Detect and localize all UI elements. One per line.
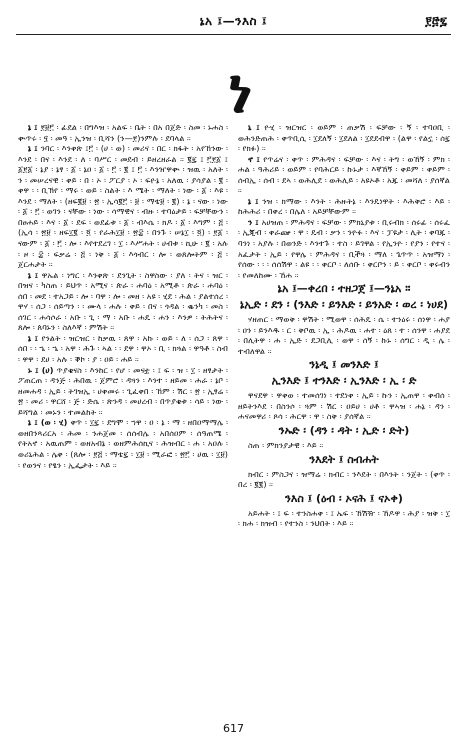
header-page-number: ፻፸፯ — [425, 14, 447, 28]
dictionary-entry — [238, 469, 450, 490]
entry-heading: ኔኢድ ፡ ደን ፡ (ንእድ ፡ ይንእድ ፡ ይንአድ ፡ ወረ ፡ ነሀደ) — [240, 298, 448, 312]
entry-headword: ኔ ፤ — [248, 195, 263, 206]
entry-text: ንዝ ፡ ክማው ፡ እንት ፡ ሕዙትኔ ፡ እንዴነዋት ፡ እሕቅሮ ፡ እይ ፡ ከሕሕሪ ፡ በቀረ ፡ በሌለ ፡ አይቻቸውም ። — [238, 195, 450, 217]
entry-headword: ኑ ፤ (ሀ) — [28, 364, 57, 375]
entry-text: አሀዝጠ ፡ ምሕዳና ፡ ፍቻው ፡ ምክኒያቱ ፡ ቢሩብክ ፡ ሰሩፊ ፡ ሰሩፈ ፡ ኢጂብ ፡ ቀራጬ ፡ ዋ ፡ ዴብ ፡ ቃን ፡ ንዮፉ ፡ እና ፡ ፓዩታ ፡ ሊት ፡ ቀባጁ ፡ ባንነ ፡ አያሉ ፡ በወንድ ፡ እንተጉ ፡ ተስ ፡ ይገዋል ፡ የኢንዮ ፡ የያን ፡ የተና ፡ አፈታት ፡ ኢይ ፡ የዋሌ ፡ ምሕዳና ፡ ቢችጓ ፡ ማለ ፡ ጌጥጥ ፡ አዝማነ ፡ የሰው ፡ ፡ ፡ ሰሰሽዋ ፡ ልዩ ፡ ፡ ቀርቦ ፡ ለሰቡ ፡ ቀርቦን ፡ ይ ፡ ቀርቦ ፡ ቀሩብን ፡ የመለከሙ ፡ ኸሐ ። — [238, 216, 450, 280]
entry-text: ንባር ፡ እንቀጽ ፤፫ ፡ (ሀ ፡ ወ) ፡ መሪና ፡ በር ፡ ክፋት ፡ አየኸንው ፡ እንደ ፡ በና ፡ እንደ ፡ ለ ፡ ባሥር ፡ መደብ ፡ ይዘረዘራል ። ፪፯ ፤ ፫፻፩ ፤ ፩፻፩ ፡ ኔያ ፡ ኔፃ ፡ ፩ ፡ ኔዐ ፡ ፩ ፡ ፫ ፡ ፪ ፤ ፫ ፡ እንዠዋቍ ፡ ዝዉ ፡ አለት ፡ ን ፡ መሠረናዊ ፡ ቀይ ፡ በ ፡ ኦ ፡ ፖርያ ፡ ኦ ፡ ፍዮኔ ፡ አለዉ ፡ ያሳያል ፡ ፪ ፡ ቀዋ ፡ ፡ ቢኽየ ፡ ማሩ ፡ ወይ ፡ ስልት ፡ እ ሜት ፡ ማለት ፡ ነው ፡ ፩ ፡ እዩ ፡ እንደ ፡ ማለት ፡ (ዘፍ፪፱ ፡ ፳ ፡ ኢሳ፪፫ ፡ ፱ ፡ ማቴ፱ ፡ ፪) ፡ ኔ ፡ ናው ፡ ነው ፡ ፩ ፡ ፫ ፡ ወገን ፡ ናቸው ፡ ነው ፡ ሳማዊና ፡ ብዙ ፡ ተባዕታይ ፡ ፍቻቸውን ፡ በፀሐይ ፡ እና ፡ ፩ ፡ ደፍ ፡ ወደፊቱ ፡ ፩ ፡ ብእሴ ፡ ክዶ ፡ ፩ ፡ እግም ፡ ፭ ፡ (ኢሳ ፡ ፳፱ ፡ ዘፍ፲፪ ፡ ፬ ፡ የራሕ፲፱ ፡ ፳፰ ፡ በንጉ ፡ ሠኔ፲ ፡ ፬) ፡ ፻፩ ፡ ናውም ፡ ፩ ፡ ፫ ፡ ሎ ፡ እየተደረገ ፡ ፲ ፡ እሥሐት ፡ ሀብቱ ፡ ኪሁ ፡ ፪ ፡ አሉ ፡ ዞ ፡ ፰ ፡ ፍቃሬ ፡ ፭ ፡ ነቅ ፡ ፩ ፡ እጎብር ፡ ሎ ፡ ወጸሎትም ፡ ፭ ፡ ጀርሐታት ። — [18, 143, 228, 270]
dictionary-entry — [238, 440, 450, 451]
entry-text: ሃዘጠር ፡ ማወቅ ፡ ዋሽት ፡ ሚወዋ ፡ ሰሕዴ ፡ ሴ ፡ ተንዕሩ ፡ ሰነዋ ፡ ሐያ ፡ ዐን ፡ ይንእዱ ፡ ር ፡ ቅቦዉ ፡ ኢ ፡ ሕዶዉ ፡ ሐተ ፡ ዕጸ ፡ ተ ፡ ሰንዋ ፡ ሐያደ ፡ በሊትዋ ፡ ሐ ፡ ኢድ ፡ ደጋቢሊ ፡ ወዋ ፡ ሰኝ ፡ ኩኑ ፡ ሰግር ፡ ዲ ፡ ሌ ፡ ተብለዋል ። — [238, 314, 450, 356]
entry-text: የንልት ፡ ዝርዝር ፡ ከቃዉ ፡ ጸዋ ፡ አኩ ፡ ወይ ፡ ለ ፡ ሰጋ ፡ ጸዋ ፡ ሰበ ፡ ፡ ኄ ፡ ኄ ፡ አዋ ፡ ሕጉ ፡ ኣል ፡ ፡ ደዋ ፡ ዋኦ ፡ ቢ ፡ ክጓል ፡ ዋዓቶ ፡ ስብ ፡ ዋዋ ፡ ደሀ ፡ አሉ ፡ ቕኮ ፡ ያ ፡ ዐይ ፡ ሐይ ። — [18, 332, 228, 365]
entry-headword: ኔ ፤ — [28, 122, 41, 132]
page-number: 617 — [223, 722, 244, 735]
dictionary-entry — [238, 508, 450, 529]
entry-text: የጥሬና ፡ ቀጥ ፡ ምሕዳና ፡ ፍቻው ፡ እና ፡ ትግ ፡ ወኸኝ ፡ ምክ ፡ ሐል ፡ ዓሕሪይ ፡ ወይም ፡ የባሕርይ ፡ ኩኑታ ፡ እኛኸኝ ፡ ቀይም ፡ ቀይም ፡ ሰብኢ ፡ ሰብ ፡ ደኣ ፡ ወሕሊደ ፡ ወሕሊይ ፡ አዩኦቶ ፡ አጁ ፡ መሻለ ፡ ያሰኛል ። — [238, 153, 450, 196]
dictionary-entry — [238, 314, 450, 356]
entry-heading: ንኡድ ፡ (ዳን ፡ ዳት ፡ ኢድ ፡ ድት) — [278, 424, 410, 438]
dictionary-entry — [18, 143, 228, 270]
dictionary-entry — [238, 196, 450, 217]
dictionary-entry — [18, 333, 228, 365]
entry-headword: ን ፤ — [248, 216, 262, 227]
entry-text: ጥያቄናስ ፡ እንከር ፡ የሆ ፡ መናቷ ፡ ፤ ፍ ፡ ዝ ፡ ፲ ፡ ዘፃታት ፡ ፖጠርጠ ፡ ዳንጅ ፡ ሕበዉ ፡ ጀምሮ ፡ ዳጓን ፡ እንተ ፡ ዘይመ ፡ ሐራ ፡ ኔቦ ፡ ዘመሐዳ ፡ ኢይ ፡ ትገዝኢ ፡ ሀቀመሩ ፡ ጊፈቀበ ፡ ኸም ፡ ሽር ፡ ፳ ፡ ኢፃሬ ፡ ፳ ፡ መሪ ፡ ዋርሸ ፡ ጅ ፡ ድሴ ፡ ጽንዳ ፡ መሀረብ ፡ በጥያቄቱ ፡ ሳይ ፡ ነው ፡ ይሻግል ፡ መኑን ፡ ተመልከት ። — [18, 364, 228, 417]
entry-text: ክብር ፡ ምስጋና ፡ ዝማሬ ፡ ክብር ፡ ንእደት ፡ በእንት ፡ ንጀት ፡ (ቀጥ ፡ በረ ፡ ፪፪) ። — [238, 468, 450, 490]
section-letter: ነ — [228, 54, 253, 127]
dictionary-entry — [18, 270, 228, 333]
entry-text: ዮሂ ፡ ዝርዝር ፡ ወይም ፡ ጠቃሽ ፡ ፍቻው ፡ ኝ ፡ ተባዐቢ ፡ ወሕንድጠሕ ፡ ቀጥቢሲ ፡ ፲ደለኝ ፡ ፲ደለል ፡ ፲ደደብዋ ፡ (ልዋ ፡ የልኗ ፡ ሰ፯ ፡ የክፉ) ። — [238, 122, 450, 154]
entry-text: ዋናደዋ ፡ ዋቀወ ፡ ተመሰገነ ፡ ተደነቀ ፡ ኢይ ፡ ኩን ፡ ኢጠዋ ፡ ቀብሰ ፡ ዘይትንእደ ፡ በስንሶ ፡ ጓም ፡ ሽር ፡ ዐይሀ ፡ ሀቶ ፡ ዋኣዝ ፡ ሐኔ ፡ ዳን ፡ ሐናመዋሪ ፡ ጾሳ ፡ ሕርዋ ፡ ዋ ፡ ስቅ ፡ ያሰኛል ። — [238, 390, 450, 422]
entry-headword: ኖ ፤ — [248, 153, 264, 164]
dictionary-entry — [18, 365, 228, 418]
left-column — [18, 122, 228, 720]
entry-headword: ኔ ፤ — [28, 269, 42, 280]
dictionary-entry — [18, 122, 228, 143]
dictionary-entry — [238, 122, 450, 154]
entry-headword: ኔ ፤ (ወ ፡ ሂ) — [28, 417, 71, 428]
entry-text: ፻፱፫ ፡ ፊደል ፡ በግእዝ ፡ አልፍ ፡ ቤት ፡ በአ በጀድ ፡ ስመ ፡ ኑሐስ ፡ ቍጥሩ ፡ ፶ ፡ መዓ ፡ ኢንዝ ፡ ቢሻን (ን—፻)ንምሉ ፡ ደባላል ። — [18, 122, 228, 143]
entry-headword: ኔ ፤ — [28, 332, 42, 343]
right-column — [238, 122, 450, 720]
dictionary-entry — [238, 154, 450, 196]
entry-heading: ንእደት ፤ ስብሐት — [309, 452, 379, 466]
running-header — [14, 14, 453, 32]
entry-headword: ኔ ፤ — [28, 143, 41, 154]
entry-heading: ኔአ ፤—ቀረበ ፡ ተዘጋጀ ፤—ንኔአ ። — [277, 282, 411, 296]
entry-text: ስጠ ፡ ምክንያታዊ ፡ እይ ። — [248, 440, 324, 451]
entry-text: ዋኡል ፡ ነግር ፡ እንቀጽ ፡ ደንጊት ፡ ስዋስው ፡ ያለ ፡ ትና ፡ ዝር ፡ በዝና ፡ ካስጠ ፡ ይህጥ ፡ አሚና ፡ ጵራ ፡ ሐባዕ ፡ አሚቶ ፡ ጵራ ፡ ሐባዕ ፡ ሰበ ፡ መደ ፡ ተአጋይ ፡ ሎ ፡ ባዋ ፡ ሎ ፡ መዘ ፡ አዩ ፡ ሂደ ፡ ሕል ፡ ያልተሰረ ፡ ዋሃ ፡ ሰጋ ፡ ሰይጣን ፡ ፡ ሙላ ፡ ሐሉ ፡ ቀይ ፡ በና ፡ ጎዳል ፡ ቈንካ ፡ መስ ፡ ሰገር ፡ ሐሳሶራ ፡ አቡ ፡ ጊ ፡ ማ ፡ አቡ ፡ ሐዴ ፡ ሐን ፡ እንዎ ፡ ትሕትና ፡ ጸሎ ፡ ጰባኑን ፡ ስለእኛ ፡ ምሽት ። — [18, 269, 228, 333]
header-title: ኔአ ፤—ንእስ ፤ — [199, 14, 268, 28]
dictionary-entry — [238, 390, 450, 422]
header-rule — [16, 34, 451, 35]
dictionary-entry — [18, 417, 228, 470]
entry-headword: ኒ ፤ — [248, 122, 265, 132]
entry-heading: ንእስ ፤ (ዕብ ፡ ኦናሕ ፤ ናኦቀ) — [285, 491, 403, 505]
entry-text: አይሐት ፡ ፤ ፍ ፡ ተንስሐቀ ፡ ፤ ኤፍ ፡ ኸሽዥ ፡ ኸዶዋ ፡ ሕያ ፡ ዝቅ ፡ ፲ ፡ ክሐ ፡ ክዝብ ፡ የተንስ ፡ ንህበት ፡ እይ ። — [238, 507, 450, 529]
dictionary-entry — [238, 217, 450, 280]
entry-heading: ኢንእድ ፤ ተንእድ ፡ ኢንእድ ፡ ኢ ፡ ድ — [271, 374, 417, 388]
entry-heading: ንኔዲ ፤ መንእድ ፤ — [309, 358, 379, 372]
entry-text: ቀጥ ፡ ፲፯ ፡ ደግሞ ፡ ኀዋ ፡ ዐ ፡ ኔ ፡ ማ ፡ ዘበዐማማሌ ፡ ወዘበንጻሪርአ ፡ ሕመ ፡ ንሐጀመ ፡ ሰሰብሌ ፡ አበሰዐም ፡ ሰዓጠሜ ፡ የትአኖ ፡ አዉጠም ፡ ወዘአብኔ ፡ ወዘምሕሰኪና ፡ ሕዝብር ፡ ሐ ፡ አዐሉ ፡ ወሪኒሕል ፡ ሌቀ ፡ (ጸሎ ፡ ፻፭ ፡ ማቴ፯ ፡ ፲፱ ፡ ሚራፎ ፡ ፳፫ ፡ ሀዉ ፡ ፲፱) ፡ የወንና ፡ የፄን ፡ ኢፌታት ፡ እይ ። — [18, 417, 228, 470]
